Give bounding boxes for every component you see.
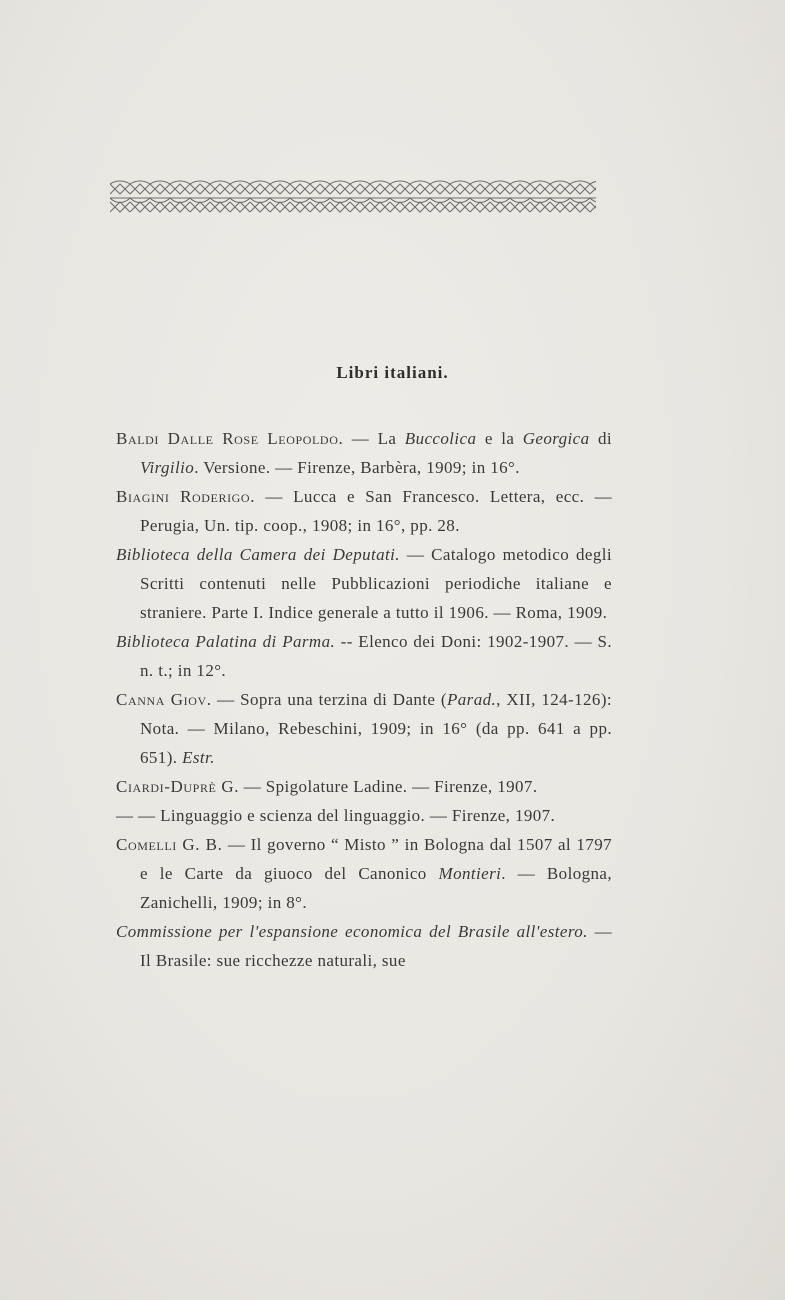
ornament-motif [170, 181, 190, 212]
ornament-motif [490, 181, 510, 212]
entry-title-italic: Parad. [447, 690, 497, 709]
ornament-motif [210, 181, 230, 212]
bibliography-entry: Canna Giov. — Sopra una terzina di Dante (Parad., XII, 124-126): Nota. — Milano, Rebeschini, 1909; in 16° (da pp. 641 a pp. 651). Estr. [116, 690, 612, 767]
ornament-motif [530, 181, 550, 212]
entry-author: Canna Giov. [116, 690, 212, 709]
bibliography-entry: Ciardi-Duprè G. — Spigolature Ladine. — Firenze, 1907. [116, 777, 538, 796]
ornament-motif [330, 181, 350, 212]
ornament-motif [430, 181, 450, 212]
entry-title-italic: Estr. [182, 748, 215, 767]
bibliography-entry: — — Linguaggio e scienza del linguaggio. — Firenze, 1907. [116, 806, 556, 825]
ornament-motif [470, 181, 490, 212]
entry-author: Biagini Roderigo. [116, 487, 256, 506]
ornament-motif [150, 181, 170, 212]
ornament-motif [410, 181, 430, 212]
entry-author: Baldi Dalle Rose Leopoldo. [116, 429, 344, 448]
ornament-motif [310, 181, 330, 212]
entry-author: Biblioteca della Camera dei Deputati. [116, 545, 400, 564]
bibliography-entry: Comelli G. B. — Il governo “ Misto ” in Bologna dal 1507 al 1797 e le Carte da giuoco del Canonico Montieri. — Bologna, Zanichelli, 1909; in 8°. [116, 835, 613, 912]
ornament-motif [250, 181, 270, 212]
entry-author: Comelli G. B. [116, 835, 223, 854]
ornament-motif [270, 181, 290, 212]
ornament-motif [190, 181, 210, 212]
bibliography-entry: Biblioteca Palatina di Parma. -- Elenco dei Doni: 1902-1907. — S. n. t.; in 12°. [116, 632, 612, 680]
ornament-motif [590, 181, 596, 212]
entry-author: Commissione per l'espansione economica del Brasile all'estero. [116, 922, 588, 941]
section-heading: Libri italiani. [336, 363, 449, 382]
ornament-motif [290, 181, 310, 212]
ornament-motif [390, 181, 410, 212]
entry-title-italic: Montieri [438, 864, 502, 883]
entry-author: Biblioteca Palatina di Parma. [116, 632, 336, 651]
decorative-border-ornament [110, 180, 596, 216]
entry-title-italic: Georgica [522, 429, 590, 448]
ornament-motif [110, 181, 130, 212]
entry-title-italic: Virgilio [140, 458, 195, 477]
ornament-motif [370, 181, 390, 212]
entry-author: Ciardi-Duprè G. [116, 777, 240, 796]
bibliography-list [116, 424, 612, 975]
entry-title-italic: Buccolica [404, 429, 477, 448]
bibliography-entry: Baldi Dalle Rose Leopoldo. — La Buccolica e la Georgica di Virgilio. Versione. — Firenze, Barbèra, 1909; in 16°. [116, 429, 612, 477]
ornament-motif [510, 181, 530, 212]
ornament-motif [350, 181, 370, 212]
ornament-motif [550, 181, 570, 212]
bibliography-entry: Biagini Roderigo. — Lucca e San Francesco. Lettera, ecc. — Perugia, Un. tip. coop., 1908; in 16°, pp. 28. [116, 487, 612, 535]
ornament-motif [130, 181, 150, 212]
ornament-motif [230, 181, 250, 212]
ornament-motif [570, 181, 590, 212]
bibliography-entry: Commissione per l'espansione economica del Brasile all'estero. — Il Brasile: sue ricchezze naturali, sue [116, 922, 612, 970]
ornament-motif [450, 181, 470, 212]
bibliography-entry: Biblioteca della Camera dei Deputati. — Catalogo metodico degli Scritti contenuti nelle Pubblicazioni periodiche italiane e straniere. Parte I. Indice generale a tutto il 1906. — Roma, 1909. [116, 545, 612, 622]
